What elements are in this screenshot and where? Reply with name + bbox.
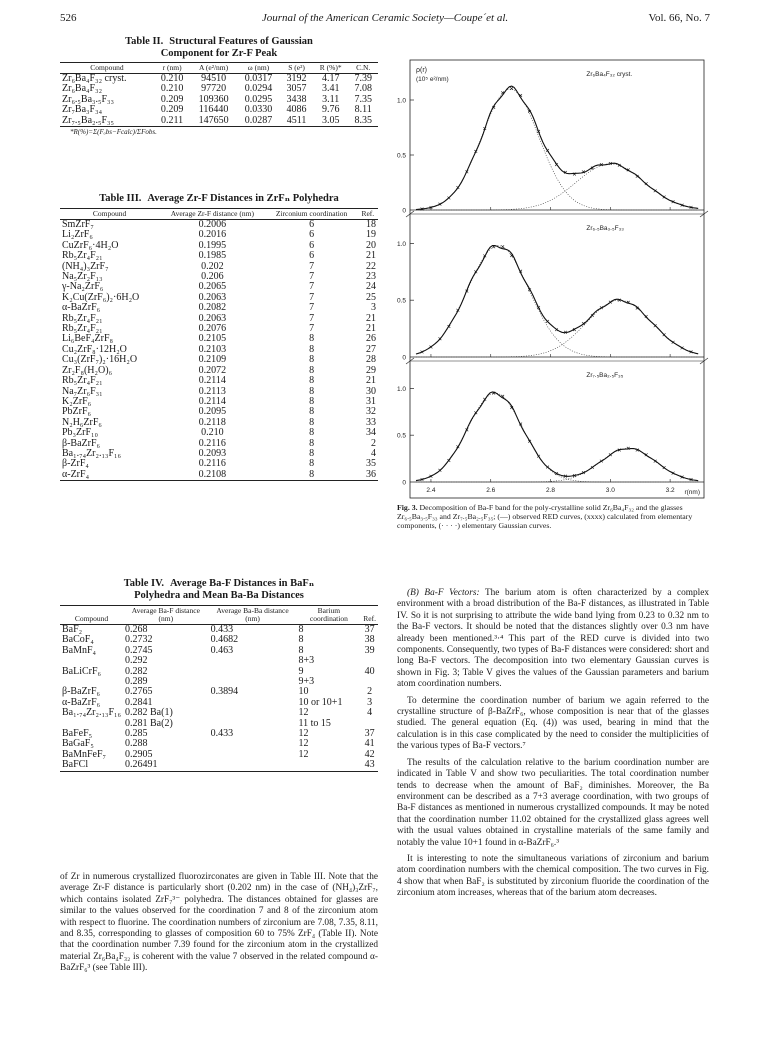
panel-label: Zr₆.₅Ba₃.₅F₃₃ [586,225,624,232]
table-row [60,428,378,438]
page-number: 526 [60,12,77,24]
table-cell: 0.2905 [125,748,153,760]
x-tick-label: 2.4 [426,487,436,494]
table-cell: 8 [309,395,315,407]
table-cell: 6 [309,219,315,230]
column-header: ω (nm) [247,63,270,72]
table-cell: Rb₅Zr₄F₂₁ [62,323,103,335]
table-row [60,739,378,749]
table-cell: 0.2116 [198,437,226,449]
table-cell: 28 [366,354,376,366]
gaussian-component-curve [416,393,698,482]
table-cell: 0.1985 [198,250,227,262]
table-2-grid [60,62,378,127]
table-cell: 0.2118 [198,416,226,428]
table-cell: 7.08 [354,83,372,95]
table-cell: 37 [364,728,375,740]
table-cell: 0.2103 [198,343,227,355]
column-header: S (e²) [288,63,305,72]
table-cell: 22 [366,260,376,272]
table-cell: 8 [309,416,315,428]
table-cell: 7 [309,271,315,283]
table-cell: K₂ZrF₆ [62,395,92,407]
table-cell: BaF₂ [62,624,83,635]
table-cell: 12 [298,707,309,719]
table-cell: 4511 [286,114,307,126]
table-cell: 3057 [286,83,307,95]
figure-3-caption-text: Decomposition of Ba-F band for the poly-crystalline solid Zr₆Ba₄F₃₂ and the glasses Zr₆.₅Ba₃.₅F₃₃ and Zr₇.₅Ba₂.₅F₃₅; (—) observed RED curves, (xxxx) calculated from elementary components, (· · · ·) elementary Gaussian curves. [397,503,693,531]
table-cell: 0.2108 [198,468,227,480]
table-cell: Zr₂F₈(H₂O)₆ [62,364,113,376]
table-cell: 0.3894 [210,686,239,698]
figure-3-label: Fig. 3. [397,503,418,512]
x-tick-label: 3.0 [605,487,615,494]
y-tick-label: 0 [402,479,406,487]
table-cell: Cu₃(ZrF₇)₂·16H₂O [62,354,138,366]
table-cell: 8 [309,458,315,470]
observed-red-curve [416,246,698,355]
table-cell: BaMnFeF₇ [62,748,107,760]
table-row [60,760,378,771]
table-4-grid [60,605,378,772]
table-cell: 3192 [286,73,307,84]
y-tick-label: 0.5 [396,297,406,305]
table-cell: 9 [298,665,304,677]
table-cell: 0.2745 [125,644,153,656]
table-2 [60,36,378,136]
table-row [60,470,378,481]
table-row [60,646,378,656]
figure-3-caption [397,503,709,531]
table-cell: 0.2063 [198,291,227,303]
table-cell: PbZrF₆ [62,406,92,418]
table-cell: 11 to 15 [298,717,331,729]
figure-frame [410,60,704,498]
table-cell: Rb₅Zr₄F₂₁ [62,250,103,262]
left-column-text [60,872,378,975]
table-cell: 0.2109 [198,354,227,366]
table-cell: 97720 [201,83,227,95]
table-cell: 0.2076 [198,323,227,335]
body-paragraph: (B) Ba-F Vectors: The barium atom is often characterized by a complex environment with a broad distribution of the Ba-F distances, as illustrated in Table IV. So it is not surprising to attribute the wide band lying from 0.23 to 0.32 nm to the Ba-F vectors. It should be noted that the distances slightly over 0.3 nm have already been mentioned.³·⁴ This part of the RED curve is divided into two components. Consequently, two types of Ba-F distances were considered: short and long Ba-F vectors. The decomposition into two elementary Gaussian curves is shown in Fig. 3; Table V gives the values of the Gaussian parameters and barium atom coordination numbers. [397,588,710,690]
table-row [60,667,378,677]
body-paragraph: of Zr in numerous crystallized fluorozirconates are given in Table III. Note that the average Zr-F distance is particularly short (0.202 nm) in the case of (NH₄)₃ZrF₇, which contains isolated ZrF₇³⁻ polyhedra. The distances obtained for glasses are similar to the values observed for the coordination 7 and 8 of the zirconium atom with respect to fluorine. The coordination numbers of zirconium are 7.08, 7.35, 8.11, and 8.35, corresponding to glasses of composition 60 to 75% ZrF₄ (Table II). Note that the coordination number 7.39 found for the zirconium atom in the crystallized material Zr₆Ba₄F₃₂ is coherent with the value 7 observed in the related compound α-BaZrF₆³ (see Table III). [60,872,378,974]
table-cell: 0.210 [160,83,184,95]
table-cell: 8 [309,468,315,480]
table-cell: α-ZrF₄ [62,468,90,480]
table-cell: 12 [298,728,309,740]
table-cell: 0.0295 [244,93,273,105]
table-cell: 32 [366,406,376,418]
panel-label: Zr₇.₅Ba₂.₅F₃₅ [586,372,624,379]
table-cell [296,760,361,771]
table-cell: 12 [298,738,309,750]
calculated-point-marker [663,333,666,336]
gaussian-component-curve [416,300,698,357]
table-cell: 12 [298,748,309,760]
calculated-point-marker [510,87,513,90]
table-cell: 7.35 [354,93,372,105]
column-header: Barium coordination [309,606,348,623]
table-cell: (NH₄)₃ZrF₇ [62,260,109,272]
table-cell: 42 [364,748,375,760]
table-cell: 2 [371,437,376,449]
table-cell: K₂Cu(ZrF₆)₂·6H₂O [62,291,140,303]
table-cell: 8 [298,634,304,646]
column-header: Compound [92,209,127,218]
table-cell: BaFCl [62,759,89,771]
table-cell: 6 [309,239,315,251]
table-cell: 147650 [198,114,229,126]
table-cell: Rb₅Zr₄F₂₁ [62,312,103,324]
volume-issue: Vol. 66, No. 7 [648,12,710,24]
table-cell [209,739,297,749]
table-cell: 8+3 [298,655,315,667]
column-header: Average Ba-F distance (nm) [131,606,200,623]
column-header: Zirconium coordination [275,209,348,218]
table-4 [60,578,378,772]
table-cell: α-BaZrF₆ [62,302,101,314]
table-cell: 24 [366,281,376,293]
running-header [60,12,710,26]
table-cell: 6 [309,229,315,241]
figure-3 [394,52,714,500]
table-cell: 8 [309,447,315,459]
table-cell: 8 [309,427,315,439]
table-cell: 0.268 [125,624,148,635]
table-cell: 0.2113 [198,385,226,397]
table-cell: 0.433 [210,624,234,635]
table-cell: 0.292 [125,655,148,667]
y-axis-label: ρ(r) [416,67,427,74]
table-cell: 0.26491 [125,759,158,771]
table-2-footnote: *R(%)=Σ(Fₒbs−Fcalc)/ΣFobs. [70,128,157,137]
table-row [60,750,378,760]
table-cell: 31 [366,395,376,407]
table-cell: 43 [364,759,375,771]
column-header: A (e²/nm) [199,63,229,72]
y-axis-unit: (10⁵ e²/nm) [416,76,449,83]
table-cell: 0.2114 [198,395,226,407]
table-cell: 0.4682 [210,634,239,646]
table-cell: 0.0294 [244,83,273,95]
table-cell: 8 [309,364,315,376]
table-4-caption: Table IV. Average Ba-F Distances in BaFₙ Polyhedra and Mean Ba-Ba Distances [123,578,315,601]
table-cell: γ-Na₂ZrF₆ [62,281,104,293]
table-cell: 38 [364,634,375,646]
table-cell: 94510 [201,73,227,84]
y-tick-label: 1.0 [396,97,406,105]
table-cell: 39 [364,644,375,656]
calculated-point-marker [546,320,549,323]
table-cell: 3.05 [321,114,340,126]
table-row [60,729,378,739]
table-cell: 10 [298,686,309,698]
column-header: C.N. [356,63,371,72]
table-cell: BaFeF₅ [62,728,93,740]
table-cell: 7.39 [354,73,372,84]
table-cell: 4 [367,707,373,719]
table-cell: 8 [309,437,315,449]
y-tick-label: 0 [402,354,406,362]
table-cell: 0.289 [125,676,148,688]
table-cell: 3.11 [322,93,340,105]
table-cell: β-ZrF₄ [62,458,89,470]
table-cell: 0.2095 [198,406,227,418]
table-cell: 8 [309,333,315,345]
table-cell: 0.0287 [244,114,273,126]
table-row [60,656,378,666]
table-cell: 0.433 [210,728,234,740]
table-cell: Li₆BeF₄ZrF₈ [62,333,114,345]
table-cell: 25 [366,291,376,303]
table-cell: 0.2065 [198,281,227,293]
x-axis-label: r(nm) [684,489,700,496]
table-row [60,116,378,127]
table-cell: 0.2006 [198,219,227,230]
y-tick-label: 1.0 [396,240,406,248]
table-cell: 26 [366,333,376,345]
table-cell: 8 [309,385,315,397]
table-cell: 0.0317 [244,73,273,84]
table-cell: 0.285 [125,728,148,740]
table-cell: 8 [309,375,315,387]
table-cell: 109360 [198,93,229,105]
y-tick-label: 0 [402,207,406,215]
figure-3-plot [394,52,714,500]
table-cell [209,760,297,771]
table-cell [209,667,297,677]
column-header: Ref. [361,209,375,218]
table-cell: 8 [309,354,315,366]
table-cell: 9+3 [298,676,315,688]
table-cell: 0.2093 [198,447,227,459]
table-cell: 4.17 [321,73,340,84]
table-cell: 18 [366,219,376,230]
body-paragraph: The results of the calculation relative to the barium coordination number are indicated in Table V and show two peculiarities. The total coordination number tends to decrease when the amount of BaF₂ diminishes. Moreover, the Ba environment can be described as a 7+3 average coordination, with two groups of Ba-F distances as mentioned in numerous crystallized compounds. It may be noted that the coordination number 11.02 obtained for the crystallized glass agrees well with the usual values obtained in crystalline materials of the same family and notably the value 10+1 found in α-BaZrF₆.³ [397,757,709,848]
table-cell: BaLiCrF₆ [62,665,102,677]
table-cell: 0.0330 [244,104,273,116]
table-cell: 0.211 [161,114,184,126]
table-cell: 8 [298,624,304,635]
x-tick-label: 2.8 [546,487,556,494]
table-2-caption: Table II. Structural Features of Gaussian Component for Zr-F Peak [125,36,313,59]
right-column-text [397,588,709,900]
table-cell: 0.282 [125,665,148,677]
table-cell: β-BaZrF₆ [62,686,101,698]
table-cell: N₂H₆ZrF₆ [62,416,102,428]
table-cell: 7 [309,260,315,272]
table-cell: 0.210 [160,73,184,84]
table-cell: 10 or 10+1 [298,696,343,708]
table-cell: 0.2105 [198,333,227,345]
table-cell: Na₅Zr₂F₁₃ [62,271,103,283]
table-cell: 41 [364,738,375,750]
table-cell: 7 [309,291,315,303]
table-cell: 3.41 [321,83,340,95]
table-cell [209,656,297,666]
table-cell: 0.2114 [198,375,226,387]
table-cell: 7 [309,323,315,335]
table-cell: CuZrF₆·4H₂O [62,239,119,251]
table-cell: 4 [371,447,376,459]
table-cell: 7 [309,281,315,293]
table-cell: BaCoF₄ [62,634,94,646]
table-cell [209,750,297,760]
observed-red-curve [416,392,698,481]
table-cell: Pb₃ZrF₁₀ [62,427,99,439]
table-cell: Rb₅Zr₄F₂₁ [62,375,103,387]
x-tick-label: 2.6 [486,487,496,494]
table-cell: Zr₆Ba₄F₃₂ cryst. [62,73,127,84]
table-cell: 0.2072 [198,364,227,376]
x-tick-label: 3.2 [665,487,675,494]
table-cell: 29 [366,364,376,376]
table-3-grid [60,208,378,481]
table-cell: 0.2841 [125,696,153,708]
table-cell: 0.463 [210,644,234,656]
table-cell: Na₇Zr₆F₃₁ [62,385,103,397]
column-header: r (nm) [162,63,182,72]
panel-label: Zr₆Ba₄F₃₂ cryst. [586,71,633,78]
y-tick-label: 0.5 [396,432,406,440]
table-cell: 0.210 [201,427,224,439]
column-header: Average Ba-Ba distance (nm) [216,606,289,623]
table-cell: BaMnF₄ [62,644,97,656]
table-3-caption: Table III. Average Zr-F Distances in ZrFₙ Polyhedra [99,193,339,204]
table-cell: 36 [366,468,376,480]
table-cell [209,698,297,708]
calculated-point-marker [546,466,549,469]
table-cell: α-BaZrF₆ [62,696,101,708]
table-cell: 3438 [286,93,307,105]
table-cell: β-BaZrF₆ [62,437,101,449]
table-cell: 23 [366,271,376,283]
table-cell: 19 [366,229,376,241]
table-cell: 7 [309,302,315,314]
table-cell: 21 [366,375,376,387]
table-cell: 8 [309,343,315,355]
calculated-point-marker [501,245,504,248]
gaussian-component-curve [416,246,698,357]
column-header: Compound [74,614,109,623]
table-cell: 21 [366,323,376,335]
table-cell: 37 [364,624,375,635]
column-header: Ref. [363,614,376,623]
table-cell: 27 [366,343,376,355]
table-cell: 8 [309,406,315,418]
calculated-point-marker [609,453,612,456]
table-cell [209,708,297,718]
table-cell: 4086 [286,104,307,116]
table-cell: Zr₇.₅Ba₂.₅F₃₅ [62,114,115,126]
table-cell: 21 [366,312,376,324]
table-cell: 8 [298,644,304,656]
table-cell: 0.1995 [198,239,227,251]
table-cell: 0.288 [125,738,148,750]
journal-title: Journal of the American Ceramic Society—Coupe´et al. [261,12,509,24]
table-cell: 20 [366,239,376,251]
table-cell: 0.2116 [198,458,226,470]
table-cell: 0.206 [201,271,224,283]
table-cell: Ba₁.₇₄Zr₂.₁₃F₁₆ [62,447,121,459]
table-cell: 8.11 [354,104,372,116]
column-header: Average Zr-F distance (nm) [170,209,254,218]
table-3 [60,193,378,481]
table-cell: 9.76 [321,104,340,116]
table-cell: 0.2082 [198,302,227,314]
table-cell: Zr₆.₅Ba₃.₅F₃₃ [62,93,115,105]
table-cell: 34 [366,427,376,439]
table-cell: Ba₁.₇₄Zr₂.₁₃F₁₆ [62,707,121,719]
table-cell: 0.282 Ba(1) [125,707,173,719]
column-header: R (%)* [319,63,342,72]
table-cell: 0.209 [160,93,184,105]
table-cell: 0.2016 [198,229,227,241]
section-heading: (B) Ba-F Vectors: [407,588,480,598]
table-cell: 33 [366,416,376,428]
table-cell: 0.202 [201,260,224,272]
column-header: Compound [90,63,124,72]
table-cell: 0.2732 [125,634,153,646]
table-cell: 0.2063 [198,312,227,324]
table-cell: Zr₇Ba₃F₃₄ [62,104,103,116]
table-cell: 6 [309,250,315,262]
table-cell: 0.281 Ba(2) [125,717,173,729]
table-cell: Cu₂ZrF₈·12H₂O [62,343,127,355]
table-cell: BaGaF₅ [62,738,94,750]
observed-red-curve [416,86,698,209]
table-cell: Zr₆Ba₄F₃₂ [62,83,103,95]
y-tick-label: 0.5 [396,152,406,160]
body-paragraph: To determine the coordination number of barium we again referred to the crystalline structure of β-BaZrF₆, whose composition is near that of the glasses studied. The general equation (Eq. (4)) was used, bearing in mind that the calculation is in this case complicated by the need to consider the multiplicities of the various types of Ba-F vectors.⁷ [397,695,709,752]
gaussian-component-curve [416,448,698,482]
table-cell: 2 [367,686,373,698]
table-cell: 3 [371,302,376,314]
table-cell: 7 [309,312,315,324]
table-cell: 30 [366,385,376,397]
table-cell: Li₂ZrF₆ [62,229,93,241]
table-cell: 35 [366,458,376,470]
table-row [60,376,378,386]
body-paragraph: It is interesting to note the simultaneous variations of zirconium and barium atom coordination numbers with the chemical composition. The two curves in Fig. 4 show that when BaF₂ is substituted by zirconium fluoride the coordination of the zirconium atom increases, whereas that of the barium atom decreases. [397,853,709,899]
table-cell: 8.35 [354,114,372,126]
table-cell: 21 [366,250,376,262]
y-tick-label: 1.0 [396,385,406,393]
table-cell: 3 [367,696,373,708]
table-cell: 40 [364,665,375,677]
table-cell: SmZrF₇ [62,219,94,230]
table-cell: 0.2765 [125,686,153,698]
table-cell: 116440 [198,104,229,116]
table-cell: 0.209 [160,104,184,116]
